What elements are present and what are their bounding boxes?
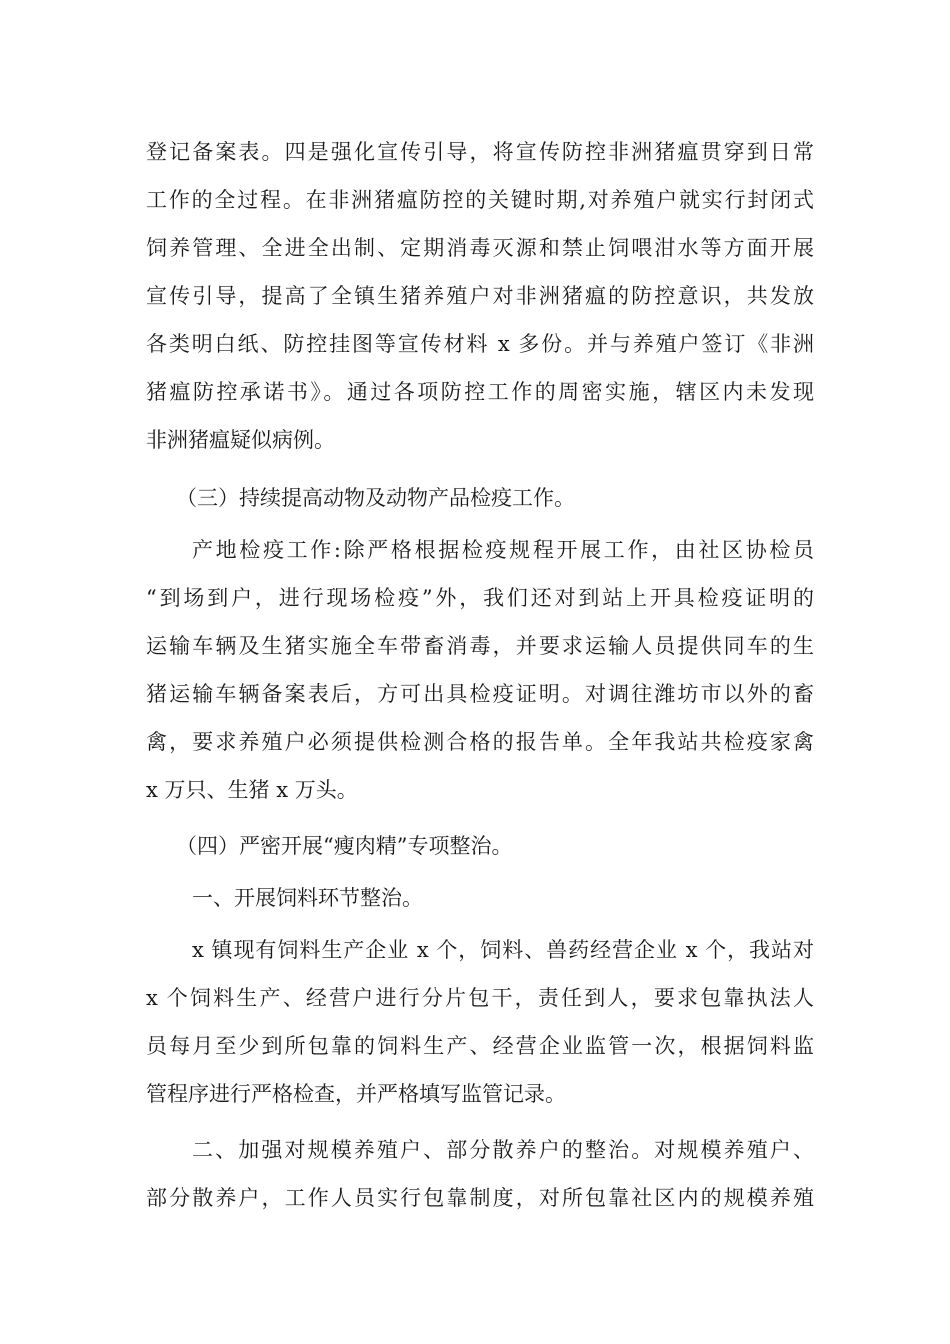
paragraph-first-line: 产地检疫工作:除严格根据检疫规程开展工作，由社区协检员	[192, 538, 814, 562]
text-line: “到场到户，进行现场检疫”外，我们还对到站上开具检疫证明的	[146, 586, 814, 610]
text-line: 猪运输车辆备案表后，方可出具检疫证明。对调往潍坊市以外的畜	[146, 682, 814, 706]
text-line: 运输车辆及生猪实施全车带畜消毒，并要求运输人员提供同车的生	[146, 634, 814, 658]
text-line: 非洲猪瘟疑似病例。	[146, 428, 335, 452]
section-heading: （三）持续提高动物及动物产品检疫工作。	[176, 486, 575, 510]
text-line: 各类明白纸、防控挂图等宣传材料 x 多份。并与养殖户签订《非洲	[146, 332, 814, 356]
text-line: 猪瘟防控承诺书》。通过各项防控工作的周密实施，辖区内未发现	[146, 380, 814, 404]
text-line: 宣传引导，提高了全镇生猪养殖户对非洲猪瘟的防控意识，共发放	[146, 284, 814, 308]
paragraph-first-line: x 镇现有饲料生产企业 x 个，饲料、兽药经营企业 x 个，我站对	[192, 938, 814, 962]
text-line: 管程序进行严格检查，并严格填写监管记录。	[146, 1082, 566, 1106]
text-line: x 万只、生猪 x 万头。	[146, 778, 358, 802]
text-line: x 个饲料生产、经营户进行分片包干，责任到人，要求包靠执法人	[146, 986, 814, 1010]
text-line: 部分散养户，工作人员实行包靠制度，对所包靠社区内的规模养殖	[146, 1186, 814, 1210]
text-line: 禽，要求养殖户必须提供检测合格的报告单。全年我站共检疫家禽	[146, 730, 814, 754]
section-heading: （四）严密开展“瘦肉精”专项整治。	[176, 834, 513, 858]
text-line: 登记备案表。四是强化宣传引导，将宣传防控非洲猪瘟贯穿到日常	[146, 140, 814, 164]
subheading: 一、开展饲料环节整治。	[192, 886, 423, 910]
paragraph-first-line: 二、加强对规模养殖户、部分散养户的整治。对规模养殖户、	[192, 1138, 814, 1162]
text-line: 饲养管理、全进全出制、定期消毒灭源和禁止饲喂泔水等方面开展	[146, 236, 814, 260]
text-line: 员每月至少到所包靠的饲料生产、经营企业监管一次，根据饲料监	[146, 1034, 814, 1058]
text-line: 工作的全过程。在非洲猪瘟防控的关键时期,对养殖户就实行封闭式	[146, 188, 814, 212]
